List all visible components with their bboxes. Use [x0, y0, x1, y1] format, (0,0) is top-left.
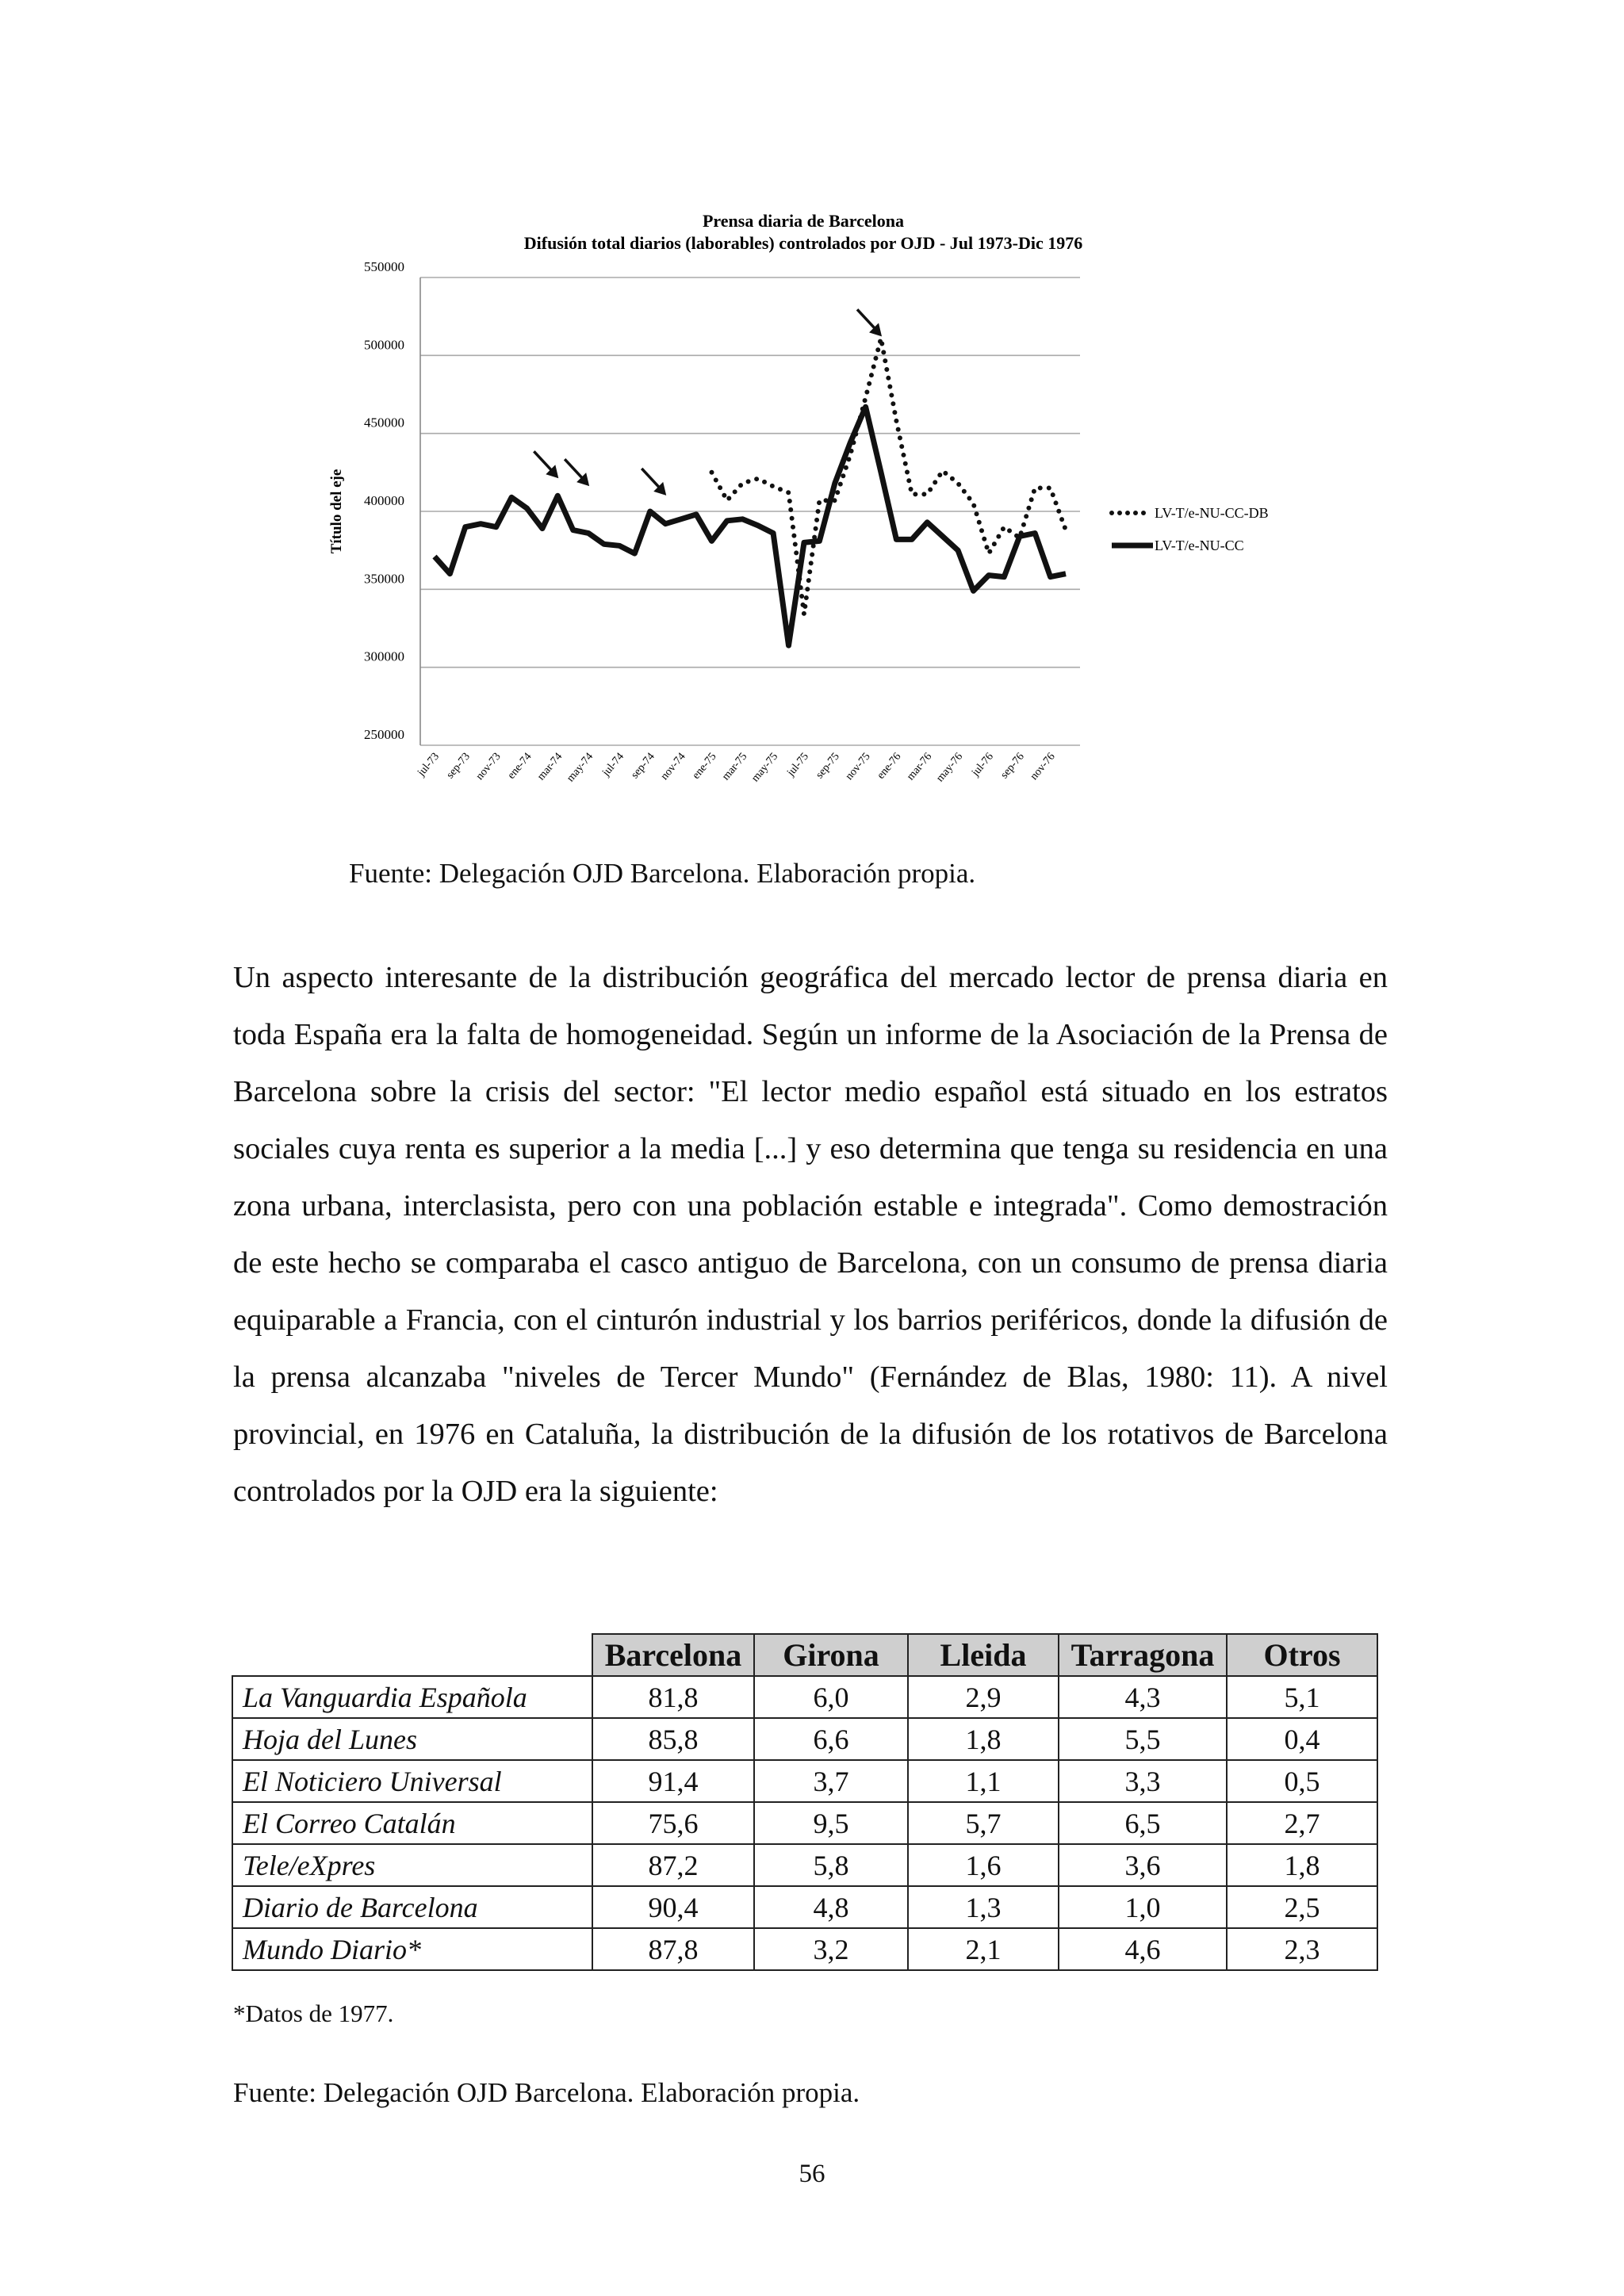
x-tick-label: may-74: [565, 750, 596, 785]
y-tick-label: 250000: [364, 727, 404, 742]
legend-label-dotted: LV-T/e-NU-CC-DB: [1155, 505, 1269, 521]
x-tick-label: nov-75: [843, 750, 873, 783]
table-cell: 2,1: [908, 1928, 1059, 1970]
table-cell: 87,8: [592, 1928, 754, 1970]
table-cell: 81,8: [592, 1676, 754, 1718]
x-tick-label: ene-75: [690, 750, 719, 782]
table-cell: 5,8: [754, 1844, 908, 1886]
table-cell: 9,5: [754, 1802, 908, 1844]
x-tick-label: ene-76: [875, 750, 904, 782]
y-tick-label: 550000: [364, 259, 404, 274]
distribution-table: [232, 1633, 1378, 1971]
newspaper-name: Hoja del Lunes: [232, 1718, 592, 1760]
x-tick-label: nov-73: [473, 750, 504, 783]
table-cell: 90,4: [592, 1886, 754, 1928]
y-tick-label: 400000: [364, 493, 404, 508]
x-tick-label: jul-74: [600, 750, 627, 779]
table-cell: 2,9: [908, 1676, 1059, 1718]
x-tick-label: sep-76: [998, 750, 1027, 782]
table-header-cell: Barcelona: [592, 1634, 754, 1676]
table-header-cell: Girona: [754, 1634, 908, 1676]
table-header-blank: [232, 1634, 592, 1676]
table-row: [232, 1676, 1377, 1718]
table-cell: 2,5: [1227, 1886, 1377, 1928]
x-tick-label: sep-75: [814, 750, 842, 782]
series-line-solid: [435, 407, 1066, 645]
newspaper-name: La Vanguardia Española: [232, 1676, 592, 1718]
x-tick-label: mar-75: [720, 750, 750, 783]
table-cell: 6,5: [1059, 1802, 1227, 1844]
table-cell: 87,2: [592, 1844, 754, 1886]
newspaper-name: Mundo Diario*: [232, 1928, 592, 1970]
table-cell: 2,7: [1227, 1802, 1377, 1844]
y-tick-label: 450000: [364, 415, 404, 430]
body-paragraph: Un aspecto interesante de la distribución geográfica del mercado lector de prensa diaria en toda España era la falta de homogeneidad. Según un informe de la Asociación de la Prensa de Barcelona sobre la crisis del sector: "El lector medio español está situado en los estratos sociales cuya renta es superior a la media [...] y eso determina que tenga su residencia en una zona urbana, interclasista, pero con una población estable e integrada". Como demostración de este hecho se comparaba el casco antiguo de Barcelona, con un consumo de prensa diaria equiparable a Francia, con el cinturón industrial y los barrios periféricos, donde la difusión de la prensa alcanzaba "niveles de Tercer Mundo" (Fernández de Blas, 1980: 11). A nivel provincial, en 1976 en Cataluña, la distribución de la difusión de los rotativos de Barcelona controlados por la OJD era la siguiente:: [233, 961, 1388, 1508]
x-tick-label: nov-74: [658, 750, 688, 783]
table-cell: 1,8: [1227, 1844, 1377, 1886]
chart-title: Prensa diaria de Barcelona: [702, 211, 905, 231]
x-tick-label: may-75: [749, 750, 781, 785]
chart-subtitle: Difusión total diarios (laborables) controlados por OJD - Jul 1973-Dic 1976: [523, 233, 1083, 253]
table-cell: 1,3: [908, 1886, 1059, 1928]
table-cell: 1,1: [908, 1760, 1059, 1802]
table-row: [232, 1718, 1377, 1760]
newspaper-name: Tele/eXpres: [232, 1844, 592, 1886]
table-cell: 91,4: [592, 1760, 754, 1802]
table-cell: 5,7: [908, 1802, 1059, 1844]
series-line-dotted: [712, 339, 1067, 614]
table-header-cell: Tarragona: [1059, 1634, 1227, 1676]
table-cell: 2,3: [1227, 1928, 1377, 1970]
x-tick-label: jul-76: [969, 750, 996, 779]
table-cell: 5,5: [1059, 1718, 1227, 1760]
page-number: 56: [799, 2160, 825, 2188]
table-header-cell: Lleida: [908, 1634, 1059, 1676]
table-cell: 75,6: [592, 1802, 754, 1844]
x-tick-label: jul-73: [416, 750, 442, 779]
table-cell: 3,6: [1059, 1844, 1227, 1886]
legend-label-solid: LV-T/e-NU-CC: [1155, 538, 1244, 553]
x-tick-label: jul-75: [785, 750, 812, 779]
table-row: [232, 1802, 1377, 1844]
table-row: [232, 1760, 1377, 1802]
x-tick-label: mar-74: [535, 750, 565, 783]
table-cell: 3,2: [754, 1928, 908, 1970]
x-tick-label: mar-76: [905, 750, 935, 783]
chart-source-caption: Fuente: Delegación OJD Barcelona. Elaboración propia.: [349, 858, 976, 889]
table-footnote: *Datos de 1977.: [233, 1999, 394, 2027]
y-tick-label: 500000: [364, 337, 404, 353]
newspaper-name: El Noticiero Universal: [232, 1760, 592, 1802]
table-cell: 4,8: [754, 1886, 908, 1928]
table-cell: 1,0: [1059, 1886, 1227, 1928]
newspaper-name: El Correo Catalán: [232, 1802, 592, 1844]
table-cell: 0,5: [1227, 1760, 1377, 1802]
table-cell: 6,6: [754, 1718, 908, 1760]
y-tick-label: 300000: [364, 649, 404, 664]
table-cell: 4,3: [1059, 1676, 1227, 1718]
x-tick-label: may-76: [934, 750, 966, 785]
table-row: [232, 1928, 1377, 1970]
table-cell: 3,3: [1059, 1760, 1227, 1802]
y-axis-title: Título del eje: [328, 469, 345, 554]
x-tick-label: nov-76: [1028, 750, 1058, 783]
table-header-cell: Otros: [1227, 1634, 1377, 1676]
line-chart: [309, 198, 1340, 825]
table-cell: 1,6: [908, 1844, 1059, 1886]
y-tick-label: 350000: [364, 571, 404, 587]
x-tick-label: sep-73: [444, 750, 473, 782]
table-row: [232, 1844, 1377, 1886]
newspaper-name: Diario de Barcelona: [232, 1886, 592, 1928]
x-tick-label: sep-74: [629, 750, 657, 782]
table-cell: 1,8: [908, 1718, 1059, 1760]
table-cell: 6,0: [754, 1676, 908, 1718]
table-cell: 5,1: [1227, 1676, 1377, 1718]
table-header-row: [232, 1634, 1377, 1676]
table-cell: 3,7: [754, 1760, 908, 1802]
table-row: [232, 1886, 1377, 1928]
x-tick-label: ene-74: [505, 750, 534, 782]
table-source-caption: Fuente: Delegación OJD Barcelona. Elaboración propia.: [233, 2077, 860, 2108]
table-cell: 85,8: [592, 1718, 754, 1760]
table-cell: 4,6: [1059, 1928, 1227, 1970]
table-cell: 0,4: [1227, 1718, 1377, 1760]
